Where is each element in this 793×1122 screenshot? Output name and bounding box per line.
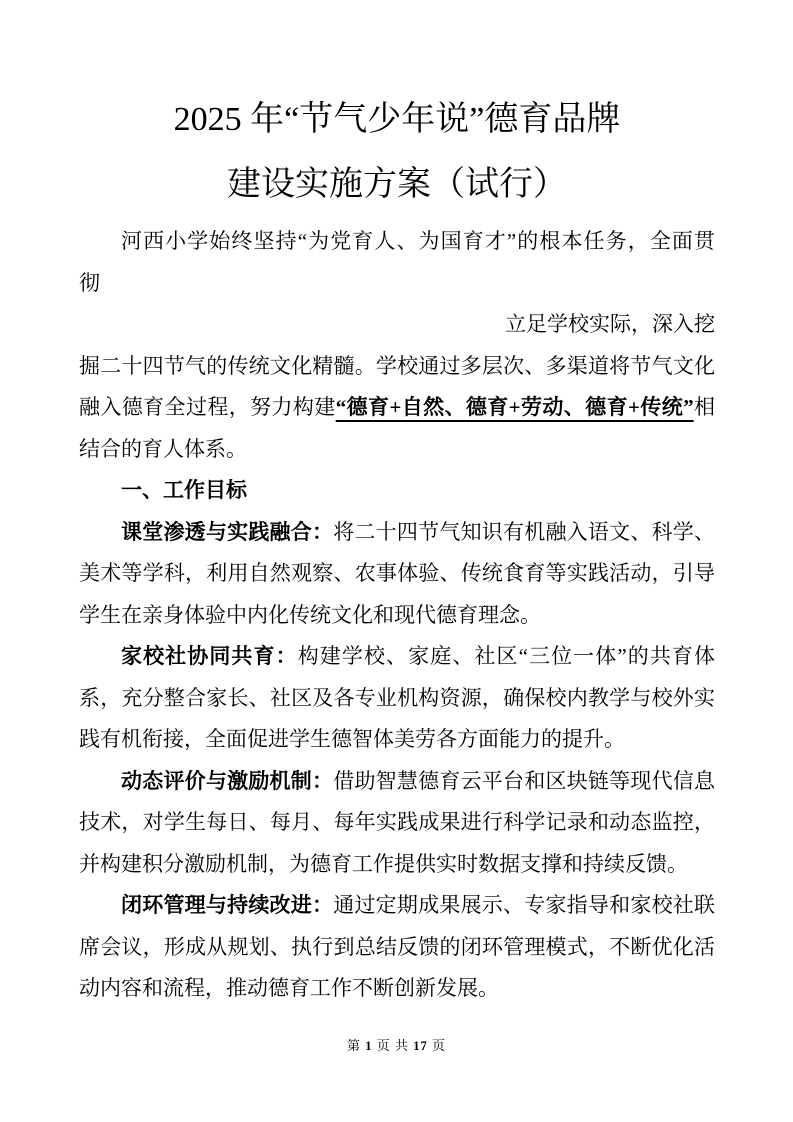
text-segment: 动内容和流程，推动德育工作不断创新发展。	[79, 976, 499, 1000]
footer-label-middle: 页 共	[376, 1038, 409, 1053]
body-line	[79, 304, 715, 346]
text-segment: 融入德育全过程，努力构建	[79, 395, 336, 419]
body-line	[79, 595, 715, 637]
text-segment: 借助智慧德育云平台和区块链等现代信息	[333, 768, 716, 793]
body-line	[79, 429, 715, 471]
text-segment: 系，充分整合家长、社区及各专业机构资源，确保校内教学与校外实	[79, 685, 715, 710]
body-line	[79, 387, 715, 429]
title-line-2: 建设实施方案（试行）	[227, 166, 567, 203]
body-line	[79, 968, 715, 1010]
body-line	[79, 221, 715, 263]
bold-lead: 课堂渗透与实践融合：	[121, 519, 334, 544]
body-line	[79, 512, 715, 554]
footer-total-pages: 17	[413, 1039, 428, 1053]
body-line	[79, 761, 715, 803]
text-segment: 掘二十四节气的传统文化精髓。学校通过多层次、多渠道将节气文化	[79, 353, 715, 378]
text-segment: 美术等学科，利用自然观察、农事体验、传统食育等实践活动，引导	[79, 561, 715, 585]
document-title	[79, 87, 715, 217]
body-line	[79, 636, 715, 678]
text-segment: 通过定期成果展示、专家指导和家校社联	[333, 893, 716, 917]
text-segment: 立足学校实际，深入挖	[505, 312, 715, 336]
body-line	[79, 927, 715, 969]
body-line	[79, 802, 715, 844]
text-segment: 践有机衔接，全面促进学生德智体美劳各方面能力的提升。	[79, 727, 625, 751]
body-line	[79, 719, 715, 761]
section-heading	[79, 470, 715, 512]
body-line	[79, 844, 715, 886]
text-segment: 彻	[79, 270, 100, 295]
text-segment: 学生在亲身体验中内化传统文化和现代德育理念。	[79, 602, 541, 627]
text-segment: 相	[693, 395, 715, 419]
page-footer	[0, 1035, 793, 1054]
body-line	[79, 678, 715, 720]
body-line	[79, 885, 715, 927]
heading-text: 一、工作目标	[121, 478, 247, 502]
text-segment: 河西小学始终坚持“为党育人、为国育才”的根本任务，全面贯	[121, 229, 715, 253]
footer-page-number: 1	[365, 1039, 373, 1053]
footer-label-prefix: 第	[346, 1038, 361, 1053]
text-segment: 结合的育人体系。	[79, 436, 247, 461]
footer-label-suffix: 页	[432, 1038, 447, 1053]
bold-lead: 家校社协同共育：	[121, 644, 298, 668]
document-body	[79, 221, 715, 1010]
body-line	[79, 263, 715, 305]
title-line-1: 2025 年“节气少年说”德育品牌	[173, 101, 621, 138]
body-line	[79, 553, 715, 595]
text-segment: 席会议，形成从规划、执行到总结反馈的闭环管理模式，不断优化活	[79, 934, 715, 959]
bold-lead: 动态评价与激励机制：	[121, 768, 334, 793]
bold-lead: 闭环管理与持续改进：	[121, 893, 334, 917]
text-segment: 将二十四节气知识有机融入语文、科学、	[333, 519, 716, 544]
underlined-phrase: “德育+自然、德育+劳动、德育+传统”	[335, 395, 694, 419]
text-segment: 构建学校、家庭、社区“三位一体”的共育体	[297, 644, 716, 668]
text-segment: 并构建积分激励机制，为德育工作提供实时数据支撑和持续反馈。	[79, 851, 688, 876]
text-segment: 技术，对学生每日、每月、每年实践成果进行科学记录和动态监控，	[79, 810, 715, 834]
body-line	[79, 346, 715, 388]
